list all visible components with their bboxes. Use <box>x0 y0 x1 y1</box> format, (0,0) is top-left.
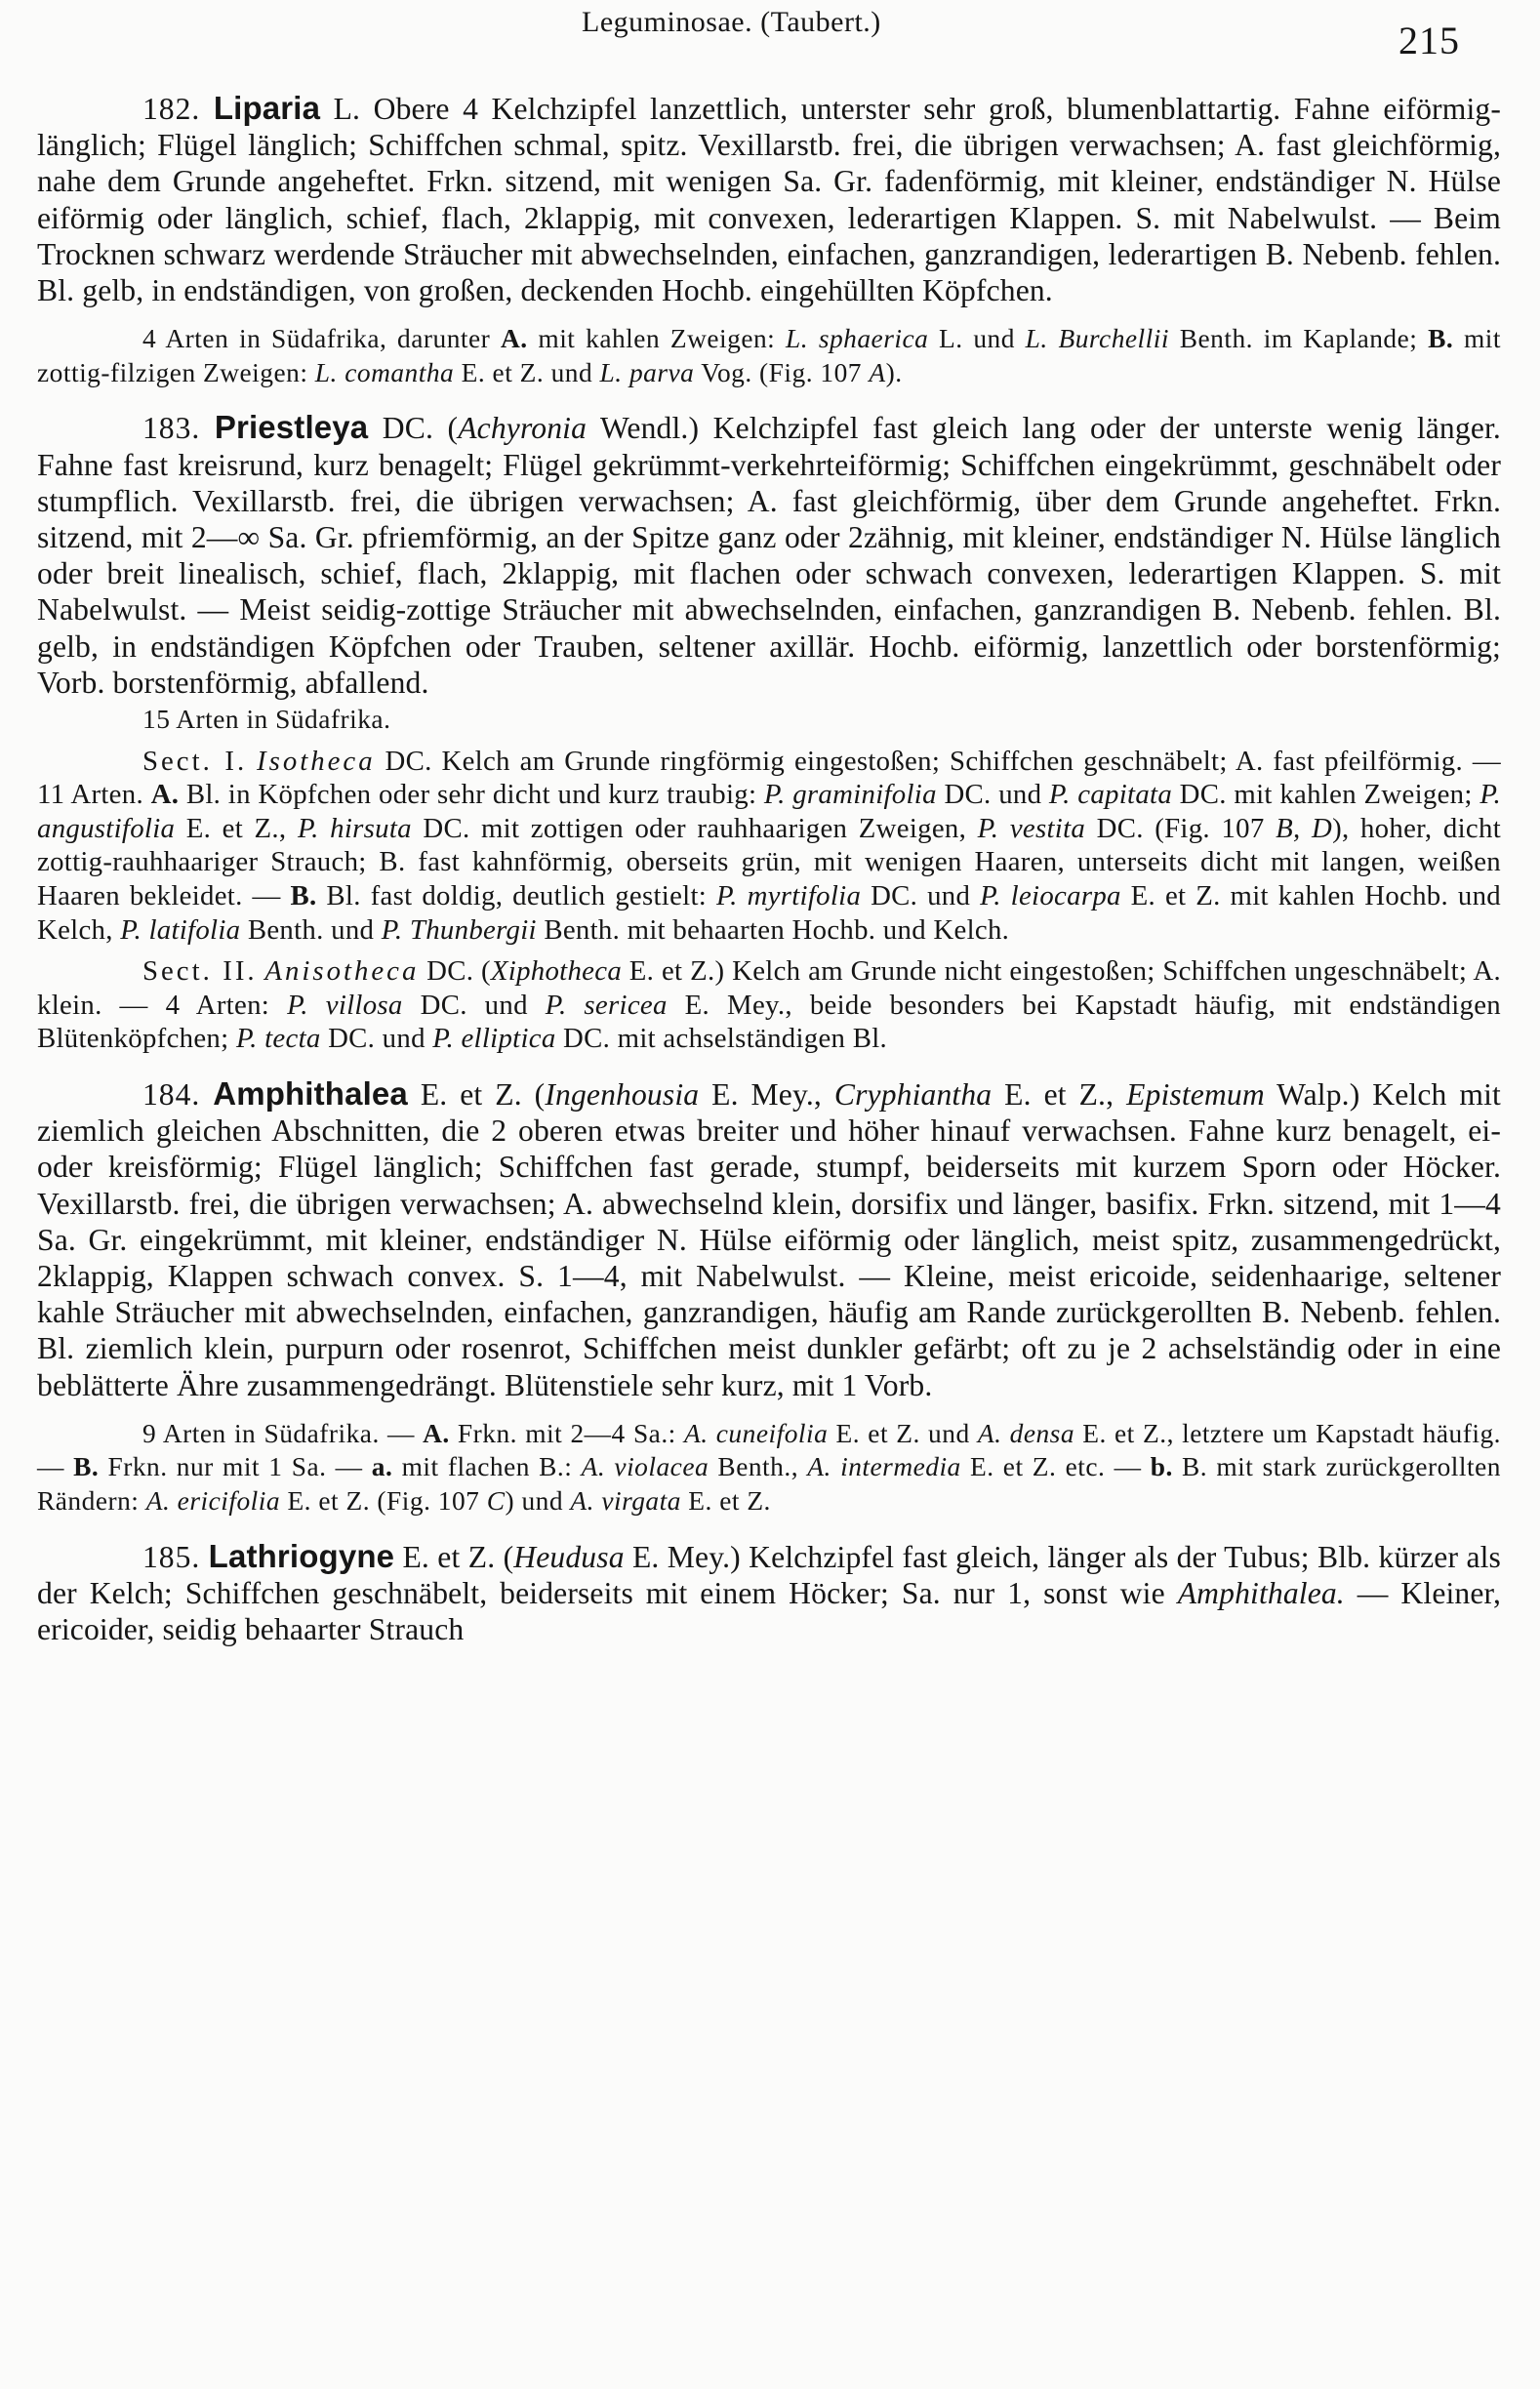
species-name: P. latifolia <box>120 913 241 946</box>
genus-description: E. et Z. ( <box>394 1539 514 1574</box>
species-name: P. tecta <box>235 1023 321 1055</box>
section-text: DC. und <box>936 779 1049 811</box>
species-name: P. villosa <box>287 989 403 1021</box>
species-name: A. virgata <box>570 1485 681 1516</box>
species-name: A. densa <box>977 1418 1075 1448</box>
genus-description: Wendl.) Kelchzipfel fast gleich lang oder der unterste wenig länger. Fahne fast kreisrund, kurz benagelt; Flügel gekrümmt-verkehrteiförmig; Schiffchen eingekrümmt, geschnäbelt oder stumpflich. Vexillarstb. frei, die übrigen verwachsen; A. fast gleichförmig, über dem Grunde angeheftet. Frkn. sitzend, mit 2—∞ Sa. Gr. pfriemförmig, an der Spitze ganz oder 2zähnig, mit kleiner, endständiger N. Hülse länglich oder breit linealisch, schief, flach, 2klappig, mit flachen oder schwach convexen, lederartigen Klappen. S. mit Nabelwulst. — Meist seidig-zottige Sträucher mit abwechselnden, einfachen, ganzrandigen B. Nebenb. fehlen. Bl. gelb, in endständigen Köpfchen oder Trauben, seltener axillär. Hochb. eiförmig, lanzettlich oder borstenförmig; Vorb. borstenförmig, abfallend. <box>37 411 1501 700</box>
species-note-liparia <box>37 322 1501 389</box>
species-name: A. ericifolia <box>145 1485 281 1516</box>
group-label: a. <box>371 1452 393 1482</box>
genus-description: Walp.) Kelch mit ziemlich gleichen Abschnitten, die 2 oberen etwas breiter und höher hinauf verwachsen. Fahne kurz benagelt, ei- oder kreisförmig; Flügel länglich; Schiffchen fast gerade, stumpf, beiderseits mit kurzem Sporn oder Höcker. Vexillarstb. frei, die übrigen verwachsen; A. abwechselnd klein, dorsifix und länger, basifix. Frkn. sitzend, mit 1—4 Sa. Gr. eingekrümmt, mit kleiner, endständiger N. Hülse eiförmig oder länglich, meist spitz, zusammengedrückt, 2klappig, Klappen schwach convex. S. 1—4, mit Nabelwulst. — Kleine, meist ericoide, seidenhaarige, seltener kahle Sträucher mit abwechselnden, einfachen, ganzrandigen, häufig am Rande zurückgerollten B. Nebenb. fehlen. Bl. ziemlich klein, purpurn oder rosenrot, Schiffchen meist dunkler gefärbt; oft zu je 2 achselständig oder in eine beblätterte Ähre zusammengedrängt. Blütenstiele sehr kurz, mit 1 Vorb. <box>37 1076 1501 1402</box>
section-text: DC. ( <box>419 955 491 988</box>
section-text: DC. und <box>402 989 546 1021</box>
species-note-amphithalea <box>37 1417 1501 1518</box>
section-text: DC. mit zottigen oder rauhhaarigen Zweigen, <box>411 812 978 844</box>
species-name: P. sericea <box>545 989 668 1021</box>
species-name: A. intermedia <box>807 1452 961 1482</box>
section-name: Isotheca <box>257 745 376 777</box>
genus-name: Liparia <box>213 90 321 126</box>
section-text: DC. (Fig. 107 <box>1085 812 1277 844</box>
note-text: mit flachen B.: <box>392 1452 582 1482</box>
synonym-name: Ingenhousia <box>545 1076 700 1112</box>
group-label: b. <box>1150 1452 1173 1482</box>
note-text: Benth., <box>709 1452 808 1482</box>
genus-number: 184. <box>142 1076 201 1112</box>
note-text: 9 Arten in Südafrika. — <box>142 1418 424 1448</box>
section-text: E. et Z.) Kelch am Grunde nicht eingestoßen; Schiffchen ungeschnäbelt; A. klein. — 4 Arten: <box>37 955 1501 1021</box>
note-text: E. et Z. <box>680 1485 771 1516</box>
genus-description: E. et Z., <box>992 1076 1127 1112</box>
section-text: E. et Z. mit kahlen Hochb. und Kelch, <box>37 880 1501 946</box>
section-label: Sect. II. <box>142 955 258 988</box>
genus-paragraph-lathriogyne <box>37 1538 1501 1648</box>
section-text: DC. Kelch am Grunde ringförmig eingestoßen; Schiffchen geschnäbelt; A. fast pfeilförmig. — 11 Arten. <box>37 745 1501 811</box>
synonym-name: Cryphiantha <box>833 1076 993 1112</box>
note-text: Vog. (Fig. 107 <box>694 357 870 387</box>
genus-name: Amphithalea <box>213 1074 408 1112</box>
section-text: E. Mey., beide besonders bei Kapstadt häufig, mit endständigen Blütenköpfchen; <box>37 989 1501 1055</box>
genus-number: 185. <box>142 1539 201 1574</box>
genus-name: Priestleya <box>214 409 369 446</box>
note-text: B. mit stark zurückgerollten Rändern: <box>37 1452 1501 1516</box>
species-name: P. leiocarpa <box>980 880 1121 911</box>
group-label: A. <box>423 1418 450 1448</box>
genus-paragraph-liparia <box>37 90 1501 308</box>
genus-description: L. Obere 4 Kelchzipfel lanzettlich, unterster sehr groß, blumenblattartig. Fahne eiförmig-länglich; Flügel länglich; Schiffchen schmal, spitz. Vexillarstb. frei, die übrigen verwachsen; A. fast gleichförmig, nahe dem Grunde angeheftet. Frkn. sitzend, mit wenigen Sa. Gr. fadenförmig, mit kleiner, endständiger N. Hülse eiförmig oder länglich, schief, flach, 2klappig, mit convexen, lederartigen Klappen. S. mit Nabelwulst. — Beim Trocknen schwarz werdende Sträucher mit abwechselnden, einfachen, ganzrandigen, lederartigen B. Nebenb. fehlen. Bl. gelb, in endständigen, von großen, deckenden Hochb. eingehüllten Köpfchen. <box>37 92 1501 308</box>
group-label: A. <box>501 324 528 354</box>
section-text: DC. und <box>861 880 981 911</box>
species-name: P. angustifolia <box>37 779 1501 844</box>
note-text: Frkn. mit 2—4 Sa.: <box>449 1418 684 1448</box>
species-name: L. sphaerica <box>786 324 929 354</box>
section-text: ), hoher, dicht zottig-rauhhaariger Strauch; B. fast kahnförmig, oberseits grün, mit wenigen Haaren, unterseits dicht mit langen, weißen Haaren bekleidet. — <box>37 812 1501 911</box>
section-text: Bl. fast doldig, deutlich gestielt: <box>316 880 716 911</box>
section-name: Anisotheca <box>264 955 420 988</box>
synonym-name: Achyronia <box>458 411 588 446</box>
synonym-name: Xiphotheca <box>490 955 623 988</box>
section-text: Bl. in Köpfchen oder sehr dicht und kurz traubig: <box>179 779 764 811</box>
page-body <box>37 90 1501 1647</box>
group-label: B. <box>73 1452 100 1482</box>
section-paragraph-anisotheca <box>37 954 1501 1056</box>
note-text: E. et Z. und <box>828 1418 978 1448</box>
species-name: P. myrtifolia <box>715 880 862 911</box>
section-label: Sect. I. <box>142 745 248 777</box>
section-text: DC. mit kahlen Zweigen; <box>1172 779 1480 811</box>
species-name: P. hirsuta <box>297 812 412 844</box>
species-name: L. parva <box>599 357 695 387</box>
section-text: Benth. und <box>240 913 382 946</box>
species-name: P. vestita <box>977 812 1086 844</box>
figure-ref: B, D <box>1276 812 1333 844</box>
note-text: L. und <box>928 324 1026 354</box>
genus-description: — Kleiner, ericoider, seidig behaarter Strauch <box>37 1575 1501 1646</box>
genus-paragraph-amphithalea <box>37 1075 1501 1403</box>
note-text: Frkn. nur mit 1 Sa. — <box>99 1452 372 1482</box>
species-name: P. elliptica <box>432 1023 556 1055</box>
genus-description: E. Mey.) Kelchzipfel fast gleich, länger als der Tubus; Blb. kürzer als der Kelch; Schiffchen geschnäbelt, beiderseits mit einem Höcker; Sa. nur 1, sonst wie <box>37 1539 1501 1610</box>
species-name: L. comantha <box>314 357 455 387</box>
species-count-priestleya: 15 Arten in Südafrika. <box>142 705 391 735</box>
group-label: A. <box>150 779 180 811</box>
note-text: ) und <box>505 1485 571 1516</box>
figure-ref: A <box>869 357 886 387</box>
note-text: E. et Z. und <box>454 357 600 387</box>
genus-description: E. Mey., <box>699 1076 834 1112</box>
species-name: L. Burchellii <box>1025 324 1169 354</box>
note-text: mit kahlen Zweigen: <box>527 324 787 354</box>
section-text: E. et Z., <box>175 812 298 844</box>
section-text: DC. und <box>320 1023 433 1055</box>
species-name: P. Thunbergii <box>381 913 537 946</box>
section-text: DC. mit achselständigen Bl. <box>555 1023 888 1055</box>
genus-name: Lathriogyne <box>208 1537 395 1574</box>
note-text: E. et Z., letztere um Kapstadt häufig. — <box>37 1418 1501 1482</box>
species-name: A. cuneifolia <box>684 1418 829 1448</box>
genus-reference: Amphithalea. <box>1177 1575 1345 1610</box>
page-number: 215 <box>1398 19 1460 62</box>
group-label: B. <box>290 880 317 911</box>
note-text: E. et Z. etc. — <box>960 1452 1151 1482</box>
running-title: Leguminosae. (Taubert.) <box>582 6 881 38</box>
section-text: Benth. mit behaarten Hochb. und Kelch. <box>536 913 1010 946</box>
note-text: mit zottig-filzigen Zweigen: <box>37 324 1501 387</box>
note-text: ). <box>885 357 903 387</box>
species-name: A. violacea <box>581 1452 709 1482</box>
species-name: P. graminifolia <box>763 779 937 811</box>
species-name: P. capitata <box>1048 779 1173 811</box>
synonym-name: Epistemum <box>1126 1076 1265 1112</box>
note-text: Benth. im Kaplande; <box>1169 324 1429 354</box>
genus-description: DC. ( <box>368 411 459 446</box>
note-text: E. et Z. (Fig. 107 <box>280 1485 487 1516</box>
note-text: 4 Arten in Südafrika, darunter <box>142 324 502 354</box>
genus-number: 182. <box>142 92 201 126</box>
synonym-name: Heudusa <box>513 1539 625 1574</box>
section-paragraph-isotheca <box>37 745 1501 948</box>
running-header <box>0 0 1540 78</box>
genus-number: 183. <box>142 411 201 446</box>
figure-ref: C <box>486 1485 506 1516</box>
genus-description: E. et Z. ( <box>407 1076 546 1112</box>
genus-paragraph-priestleya <box>37 409 1501 701</box>
group-label: B. <box>1428 324 1454 354</box>
